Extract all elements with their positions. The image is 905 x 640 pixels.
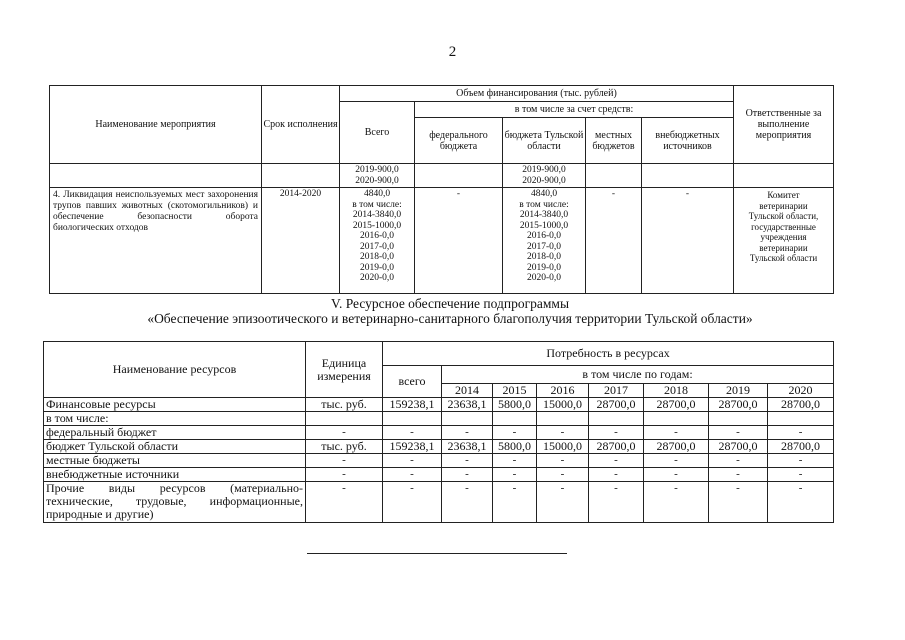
row4-regional: 4840,0 в том числе: 2014-3840,0 2015-1000,0 2016-0,0 2017-0,0 2018-0,0 2019-0,0 2020-0,0 <box>503 188 586 294</box>
row-value: - <box>709 468 768 482</box>
table-row <box>44 426 834 440</box>
row-value: 28700,0 <box>644 398 709 412</box>
row-value: - <box>644 454 709 468</box>
header-federal: федерального бюджета <box>415 118 503 164</box>
row-value: - <box>768 426 834 440</box>
row-value: - <box>644 482 709 523</box>
row-value: - <box>589 426 644 440</box>
row-value: 15000,0 <box>537 398 589 412</box>
row-value: - <box>589 482 644 523</box>
row-name: внебюджетные источники <box>44 468 306 482</box>
row-value: - <box>537 426 589 440</box>
table-row <box>44 412 834 426</box>
row4-total: 4840,0 в том числе: 2014-3840,0 2015-1000,0 2016-0,0 2017-0,0 2018-0,0 2019-0,0 2020-0,0 <box>340 188 415 294</box>
section-title-line2: «Обеспечение эпизоотического и ветеринарно-санитарного благополучия территории Тульской области» <box>147 311 753 326</box>
header-total: Всего <box>340 102 415 164</box>
resources-table <box>43 341 834 523</box>
row-unit: тыс. руб. <box>306 440 383 454</box>
row-value: - <box>442 426 493 440</box>
row-value: - <box>493 426 537 440</box>
table-row <box>44 468 834 482</box>
row-name: бюджет Тульской области <box>44 440 306 454</box>
row-value: - <box>644 426 709 440</box>
header-including: в том числе за счет средств: <box>415 102 734 118</box>
row-value: - <box>537 468 589 482</box>
row-name: в том числе: <box>44 412 306 426</box>
row-name: федеральный бюджет <box>44 426 306 440</box>
row-value: - <box>768 454 834 468</box>
row-value: 5800,0 <box>493 440 537 454</box>
row-value: - <box>709 482 768 523</box>
header-regional: бюджета Тульской области <box>503 118 586 164</box>
row-unit: тыс. руб. <box>306 398 383 412</box>
row4-responsible: Комитет ветеринарии Тульской области, государственные учреждения ветеринарии Тульской области <box>734 188 834 294</box>
row-name: Прочие виды ресурсов (материально-технические, трудовые, информационные, природные и другие) <box>44 482 306 523</box>
row-value: 28700,0 <box>589 398 644 412</box>
row-total: 159238,1 <box>383 398 442 412</box>
row-name: местные бюджеты <box>44 454 306 468</box>
row-value: - <box>537 454 589 468</box>
row-value: 28700,0 <box>709 398 768 412</box>
cont-total: 2019-900,0 2020-900,0 <box>340 164 415 188</box>
row-unit: - <box>306 454 383 468</box>
row-value: - <box>493 482 537 523</box>
row-value: 28700,0 <box>768 440 834 454</box>
header-need: Потребность в ресурсах <box>383 342 834 366</box>
financing-table <box>49 85 834 294</box>
table-row <box>44 398 834 412</box>
year-header: 2020 <box>768 384 834 398</box>
header-responsible: Ответственные за выполнение мероприятия <box>734 86 834 164</box>
row-total: - <box>383 426 442 440</box>
row-value: 28700,0 <box>644 440 709 454</box>
row-value: - <box>493 454 537 468</box>
row-value: - <box>768 468 834 482</box>
row-value: - <box>644 468 709 482</box>
row-value: - <box>709 454 768 468</box>
header-total: всего <box>383 366 442 398</box>
table-row <box>44 454 834 468</box>
row-value: - <box>768 482 834 523</box>
row-value: 5800,0 <box>493 398 537 412</box>
row-value: - <box>442 482 493 523</box>
row-unit: - <box>306 482 383 523</box>
row-total: 159238,1 <box>383 440 442 454</box>
row-value: 23638,1 <box>442 440 493 454</box>
year-header: 2015 <box>493 384 537 398</box>
table-row <box>44 482 834 523</box>
row4-local: - <box>586 188 642 294</box>
end-divider <box>307 553 567 554</box>
year-header: 2014 <box>442 384 493 398</box>
header-unit: Единица измерения <box>306 342 383 398</box>
header-name: Наименование мероприятия <box>50 86 262 164</box>
year-header: 2017 <box>589 384 644 398</box>
year-header: 2016 <box>537 384 589 398</box>
row-value: - <box>442 468 493 482</box>
row-total: - <box>383 468 442 482</box>
row-value: 15000,0 <box>537 440 589 454</box>
row-name: Финансовые ресурсы <box>44 398 306 412</box>
table-row <box>50 164 834 188</box>
table-row <box>44 440 834 454</box>
row4-federal: - <box>415 188 503 294</box>
row-value: 28700,0 <box>768 398 834 412</box>
page-number: 2 <box>448 44 457 60</box>
row-total: - <box>383 454 442 468</box>
row-total: - <box>383 482 442 523</box>
row-value: - <box>709 426 768 440</box>
header-local: местных бюджетов <box>586 118 642 164</box>
row-unit: - <box>306 468 383 482</box>
row-value: 28700,0 <box>589 440 644 454</box>
row-value: - <box>589 454 644 468</box>
row4-term: 2014-2020 <box>262 188 340 294</box>
year-header: 2019 <box>709 384 768 398</box>
row-value: - <box>537 482 589 523</box>
row-unit: - <box>306 426 383 440</box>
cont-regional: 2019-900,0 2020-900,0 <box>503 164 586 188</box>
row-value: 23638,1 <box>442 398 493 412</box>
header-by-years: в том числе по годам: <box>442 366 834 384</box>
section-title <box>40 296 860 326</box>
section-title-line1: V. Ресурсное обеспечение подпрограммы <box>330 296 570 311</box>
row-value: - <box>493 468 537 482</box>
header-extra: внебюджетных источников <box>642 118 734 164</box>
header-term: Срок исполнения <box>262 86 340 164</box>
row4-extra: - <box>642 188 734 294</box>
header-resource: Наименование ресурсов <box>44 342 306 398</box>
year-header: 2018 <box>644 384 709 398</box>
header-volume: Объем финансирования (тыс. рублей) <box>340 86 734 102</box>
table-row <box>50 188 834 294</box>
row-value: - <box>589 468 644 482</box>
row-value: - <box>442 454 493 468</box>
row4-name: 4. Ликвидация неиспользуемых мест захоронения трупов павших животных (скотомогильников) и обеспечение безопасности оборота биологических отходов <box>50 188 262 294</box>
row-value: 28700,0 <box>709 440 768 454</box>
